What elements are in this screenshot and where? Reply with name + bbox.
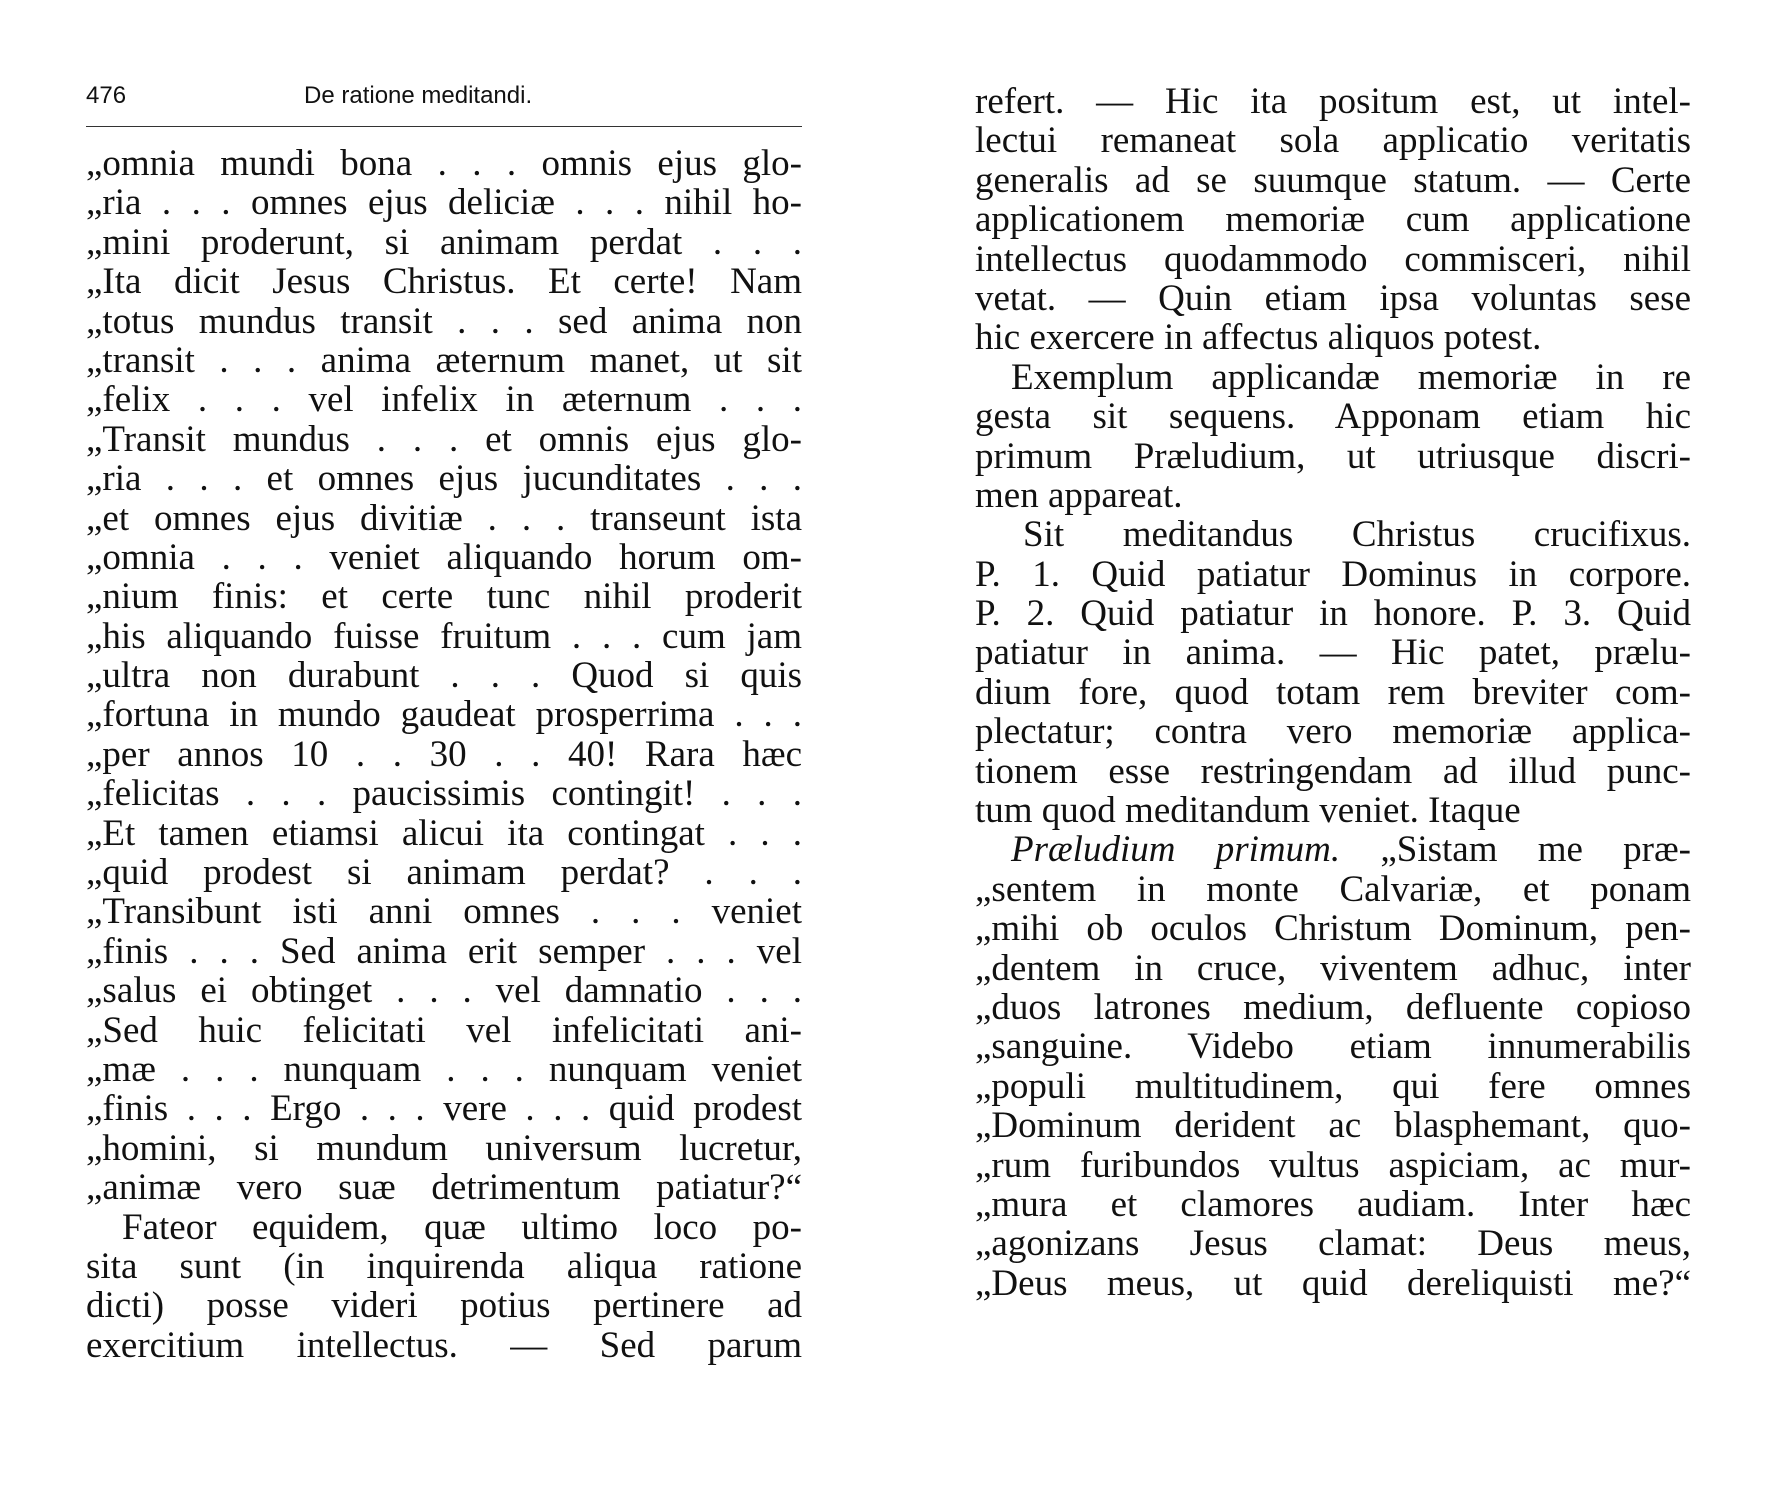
text-line: „mini proderunt, si animam perdat . . .: [86, 221, 802, 263]
text-line: „mæ . . . nunquam . . . nunquam veniet: [86, 1048, 802, 1090]
text-line: tionem esse restringendam ad illud punc-: [975, 750, 1691, 792]
text-line: „ria . . . et omnes ejus jucunditates . . .: [86, 458, 802, 500]
text-line: „salus ei obtinget . . . vel damnatio . . .: [86, 970, 802, 1012]
text-line: „Sed huic felicitati vel infelicitati ani-: [86, 1009, 802, 1051]
italic-heading: Præludium primum.: [1011, 829, 1341, 871]
text-line: „per annos 10 . . 30 . . 40! Rara hæc: [86, 733, 802, 775]
text-line: „animæ vero suæ detrimentum patiatur?“: [86, 1167, 802, 1209]
text-line: „sanguine. Videbo etiam innumerabilis: [975, 1026, 1691, 1068]
text-line: hic exercere in affectus aliquos potest.: [975, 317, 1542, 359]
text-line: dicti) posse videri potius pertinere ad: [86, 1285, 802, 1327]
text-line: „totus mundus transit . . . sed anima non: [86, 300, 802, 342]
text-line: „et omnes ejus divitiæ . . . transeunt ista: [86, 497, 802, 539]
text-line: primum Præludium, ut utriusque discri-: [975, 435, 1691, 477]
text-line: intellectus quodammodo commisceri, nihil: [975, 238, 1691, 280]
text-line: tum quod meditandum veniet. Itaque: [975, 790, 1521, 832]
text-line: „his aliquando fuisse fruitum . . . cum jam: [86, 615, 802, 657]
text-line: „Deus meus, ut quid dereliquisti me?“: [975, 1262, 1691, 1304]
text-line: „felicitas . . . paucissimis contingit! . . .: [86, 773, 802, 815]
text-line: „Transibunt isti anni omnes . . . veniet: [86, 891, 802, 933]
paragraph-start-line: Sit meditandus Christus crucifixus.: [1023, 514, 1691, 556]
text-line: gesta sit sequens. Apponam etiam hic: [975, 396, 1691, 438]
text-line: „Ita dicit Jesus Christus. Et certe! Nam: [86, 261, 802, 303]
text-line: „mihi ob oculos Christum Dominum, pen-: [975, 908, 1691, 950]
text-line: plectatur; contra vero memoriæ applica-: [975, 711, 1691, 753]
text-line: vetat. — Quin etiam ipsa voluntas sese: [975, 277, 1691, 319]
running-title: De ratione meditandi.: [304, 82, 533, 109]
text-line: „sentem in monte Calvariæ, et ponam: [975, 868, 1691, 910]
text-line: „finis . . . Ergo . . . vere . . . quid prodest: [86, 1088, 802, 1130]
text-line: „nium finis: et certe tunc nihil proderit: [86, 576, 802, 618]
text-line: „finis . . . Sed anima erit semper . . . vel: [86, 930, 802, 972]
text-line: „transit . . . anima æternum manet, ut sit: [86, 339, 802, 381]
text-line: „homini, si mundum universum lucretur,: [86, 1127, 802, 1169]
text-line: „agonizans Jesus clamat: Deus meus,: [975, 1223, 1691, 1265]
text-line: „rum furibundos vultus aspiciam, ac mur-: [975, 1144, 1691, 1186]
text-line: P. 2. Quid patiatur in honore. P. 3. Quid: [975, 593, 1691, 635]
text-line: P. 1. Quid patiatur Dominus in corpore.: [975, 553, 1691, 595]
header-rule: [86, 126, 802, 127]
left-text-block: [86, 144, 802, 1365]
text-fragment: „Sistam me præ-: [1380, 829, 1692, 871]
text-line: „duos latrones medium, defluente copioso: [975, 986, 1691, 1028]
text-line: men appareat.: [975, 474, 1183, 516]
text-line: dium fore, quod totam rem breviter com-: [975, 671, 1691, 713]
text-line: „omnia . . . veniet aliquando horum om-: [86, 536, 802, 578]
text-line: „dentem in cruce, viventem adhuc, inter: [975, 947, 1691, 989]
text-line: lectui remaneat sola applicatio veritatis: [975, 120, 1691, 162]
text-line: „Dominum derident ac blasphemant, quo-: [975, 1105, 1691, 1147]
text-line: „Transit mundus . . . et omnis ejus glo-: [86, 418, 802, 460]
text-line: generalis ad se suumque statum. — Certe: [975, 159, 1691, 201]
text-line: „populi multitudinem, qui fere omnes: [975, 1065, 1691, 1107]
text-line: „Et tamen etiamsi alicui ita contingat . . .: [86, 812, 802, 854]
right-text-block: [975, 82, 1691, 1303]
text-line: exercitium intellectus. — Sed parum: [86, 1324, 802, 1366]
text-line: „omnia mundi bona . . . omnis ejus glo-: [86, 143, 802, 184]
text-line: „ria . . . omnes ejus deliciæ . . . nihil ho-: [86, 182, 802, 224]
text-line: „felix . . . vel infelix in æternum . . .: [86, 379, 802, 421]
text-line: sita sunt (in inquirenda aliqua ratione: [86, 1245, 802, 1287]
text-line: patiatur in anima. — Hic patet, prælu-: [975, 632, 1691, 674]
text-line: applicationem memoriæ cum applicatione: [975, 199, 1691, 241]
text-line: refert. — Hic ita positum est, ut intel-: [975, 81, 1691, 122]
text-line: „quid prodest si animam perdat? . . .: [86, 852, 802, 894]
paragraph-start-line: [975, 830, 1691, 869]
paragraph-start-line: Fateor equidem, quæ ultimo loco po-: [122, 1206, 802, 1248]
text-line: „mura et clamores audiam. Inter hæc: [975, 1183, 1691, 1225]
text-line: „fortuna in mundo gaudeat prosperrima . . .: [86, 694, 802, 736]
text-line: „ultra non durabunt . . . Quod si quis: [86, 655, 802, 697]
paragraph-start-line: Exemplum applicandæ memoriæ in re: [1011, 356, 1691, 398]
page-number: 476: [86, 82, 127, 109]
running-head: [86, 82, 806, 112]
